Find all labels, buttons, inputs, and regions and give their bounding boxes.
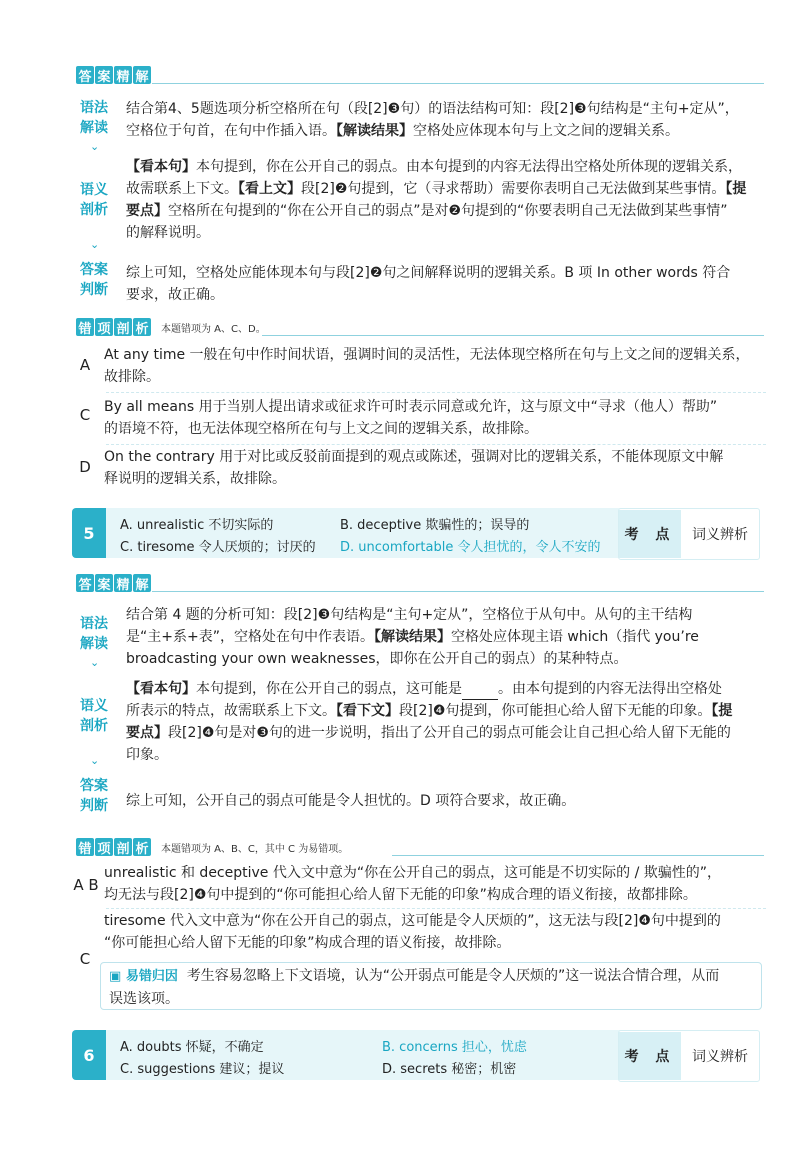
key-point-label: 考 点 xyxy=(619,510,681,558)
header-char: 项 xyxy=(95,318,113,336)
wrong-item: unrealistic 和 deceptive 代入文中意为“你在公开自己的弱点，这可能是不切实际的 / 欺骗性的”， 均无法与段[2]❹句中提到的“你可能担心给人留下无能的印象”构成合理的语义衔接，故都排除。 xyxy=(104,865,721,903)
header-char: 精 xyxy=(114,66,132,84)
question-number: 5 xyxy=(72,508,106,558)
option-b-correct: B. concerns 担心，忧虑 xyxy=(382,1040,527,1055)
key-point-label: 考 点 xyxy=(619,1032,681,1080)
header-char: 剖 xyxy=(114,318,132,336)
option-a: A. doubts 怀疑，不确定 xyxy=(120,1040,264,1055)
option-letter: A xyxy=(79,356,91,374)
divider xyxy=(392,855,764,856)
semantic-label: 语义 剖析 xyxy=(80,698,108,734)
answer-label: 答案 判断 xyxy=(80,262,108,298)
chevron-down-icon: ⌄ xyxy=(90,238,100,251)
wrong-item: tiresome 代入文中意为“你在公开自己的弱点，这可能是令人厌烦的”，这无法与段[2]❹句中提到的 “你可能担心给人留下无能的印象”构成合理的语义衔接，故排除。 xyxy=(104,913,721,951)
option-letter: D xyxy=(79,458,91,476)
key-point-value: 词义辨析 xyxy=(692,527,748,543)
semantic-label: 语义 剖析 xyxy=(80,182,108,218)
option-d-correct: D. uncomfortable 令人担忧的，令人不安的 xyxy=(340,540,601,555)
header-char: 剖 xyxy=(114,838,132,856)
answer-blank xyxy=(462,685,498,700)
chevron-down-icon: ⌄ xyxy=(90,754,100,767)
question-number: 6 xyxy=(72,1030,106,1080)
answer-label: 答案 判断 xyxy=(80,778,108,814)
section-header-wrong-1 xyxy=(76,318,266,336)
header-char: 精 xyxy=(114,574,132,592)
key-point-value: 词义辨析 xyxy=(692,1049,748,1065)
key-point-box xyxy=(618,1030,760,1082)
option-c: C. tiresome 令人厌烦的；讨厌的 xyxy=(120,540,316,555)
chevron-down-icon: ⌄ xyxy=(90,140,100,153)
header-char: 析 xyxy=(133,838,151,856)
error-tip-box xyxy=(100,962,762,1010)
semantic-paragraph: 【看本句】本句提到，你在公开自己的弱点。由本句提到的内容无法得出空格处所体现的逻辑关系， 故需联系上下文。【看上文】段[2]❷句提到，它（寻求帮助）需要你表明自己无法做到某些事情。【提 要点】空格所在句提到的“你在公开自己的弱点”是对❷句提到的“你要表明自己无法做到某些事情” 的解释说明。 xyxy=(126,159,747,241)
option-b: B. deceptive 欺骗性的；误导的 xyxy=(340,518,530,533)
option-letter: A B xyxy=(73,876,99,894)
option-letter: C xyxy=(79,950,91,968)
error-tip-text: 考生容易忽略上下文语境，认为“公开弱点可能是令人厌烦的”这一说法合情合理，从而 xyxy=(186,968,720,984)
header-char: 解 xyxy=(133,574,151,592)
header-char: 错 xyxy=(76,318,94,336)
option-c: C. suggestions 建议；提议 xyxy=(120,1062,285,1077)
header-char: 项 xyxy=(95,838,113,856)
section-header-wrong-2 xyxy=(76,838,348,856)
answer-paragraph: 综上可知，空格处应能体现本句与段[2]❷句之间解释说明的逻辑关系。B 项 In other words 符合 要求，故正确。 xyxy=(126,265,731,303)
question-box-5 xyxy=(72,508,760,558)
question-box-6 xyxy=(72,1030,760,1080)
divider xyxy=(106,444,766,445)
header-char: 答 xyxy=(76,66,94,84)
divider xyxy=(106,908,766,909)
answer-paragraph: 综上可知，公开自己的弱点可能是令人担忧的。D 项符合要求，故正确。 xyxy=(126,793,576,809)
section-header-answer-1 xyxy=(76,66,151,84)
header-char: 答 xyxy=(76,574,94,592)
grammar-label: 语法 解读 xyxy=(80,100,108,136)
divider xyxy=(106,392,766,393)
divider xyxy=(152,591,764,592)
section-header-answer-2 xyxy=(76,574,151,592)
header-char: 错 xyxy=(76,838,94,856)
chevron-down-icon: ⌄ xyxy=(90,656,100,669)
wrong-item: At any time 一般在句中作时间状语，强调时间的灵活性，无法体现空格所在句与上文之间的逻辑关系， 故排除。 xyxy=(104,347,750,385)
wrong-item: On the contrary 用于对比或反驳前面提到的观点或陈述，强调对比的逻辑关系，不能体现原文中解 释说明的逻辑关系，故排除。 xyxy=(104,449,724,487)
grammar-paragraph: 结合第 4 题的分析可知：段[2]❸句结构是“主句+定从”，空格位于从句中。从句的主干结构 是“主+系+表”，空格处在句中作表语。【解读结果】空格处应体现主语 which（指代 you’re broadcasting your own weaknesses，即你在公开自己的弱点）的某种特点。 xyxy=(126,607,699,667)
header-char: 析 xyxy=(133,318,151,336)
wrong-note: 本题错项为 A、C、D。 xyxy=(161,323,266,335)
header-char: 案 xyxy=(95,66,113,84)
option-d: D. secrets 秘密；机密 xyxy=(382,1062,517,1077)
header-char: 案 xyxy=(95,574,113,592)
wrong-item: By all means 用于当别人提出请求或征求许可时表示同意或允许，这与原文中“寻求（他人）帮助” 的语境不符，也无法体现空格所在句与上文之间的逻辑关系，故排除。 xyxy=(104,399,718,437)
error-tip-text: 误选该项。 xyxy=(109,991,179,1007)
semantic-paragraph: 【看本句】本句提到，你在公开自己的弱点，这可能是 。由本句提到的内容无法得出空格处 所表示的特点，故需联系上下文。【看下文】段[2]❹句提到，你可能担心给人留下无能的印象。【提 要点】段[2]❹句是对❸句的进一步说明，指出了公开自己的弱点可能会让自己担心给人留下无能的 印象。 xyxy=(126,681,733,763)
grammar-label: 语法 解读 xyxy=(80,616,108,652)
option-a: A. unrealistic 不切实际的 xyxy=(120,518,274,533)
grammar-paragraph: 结合第4、5题选项分析空格所在句（段[2]❸句）的语法结构可知：段[2]❸句结构是“主句+定从”， 空格位于句首，在句中作插入语。【解读结果】空格处应体现本句与上文之间的逻辑关系。 xyxy=(126,101,739,139)
divider xyxy=(152,83,764,84)
divider xyxy=(262,335,764,336)
key-point-box xyxy=(618,508,760,560)
error-tip-tag: ▣ 易错归因 xyxy=(109,969,178,984)
option-letter: C xyxy=(79,406,91,424)
header-char: 解 xyxy=(133,66,151,84)
wrong-note: 本题错项为 A、B、C，其中 C 为易错项。 xyxy=(161,843,349,855)
